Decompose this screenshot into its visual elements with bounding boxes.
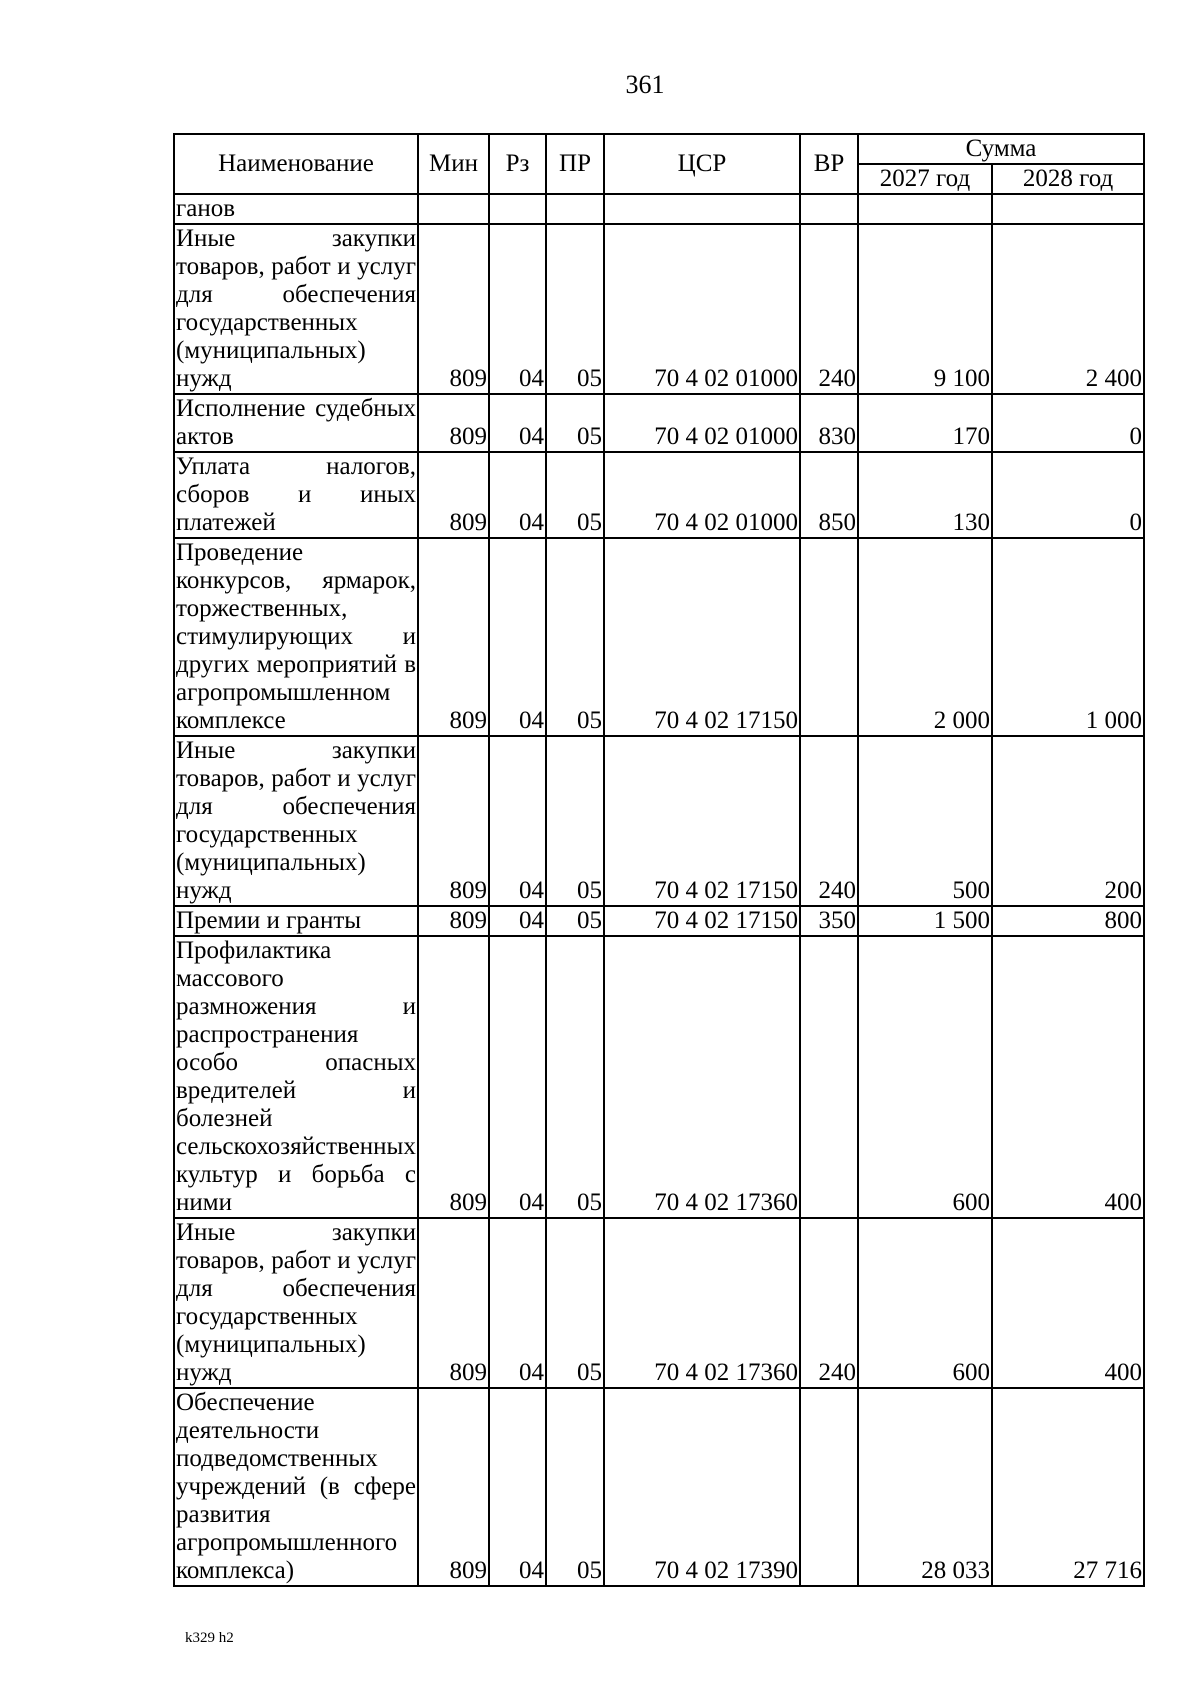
cell-vr: 240 (800, 736, 858, 906)
table-row (174, 224, 1144, 394)
cell-csr: 70 4 02 17360 (604, 936, 800, 1218)
table-row (174, 1388, 1144, 1586)
table-body (174, 194, 1144, 1586)
cell-rz: 04 (489, 936, 546, 1218)
budget-table (173, 133, 1145, 1587)
cell-pr: 05 (546, 394, 604, 452)
header-year-2027: 2027 год (858, 164, 992, 194)
cell-sum-2027: 9 100 (858, 224, 992, 394)
table-row (174, 736, 1144, 906)
cell-pr (546, 194, 604, 224)
cell-min: 809 (418, 538, 489, 736)
cell-sum-2028: 800 (992, 906, 1144, 936)
cell-vr (800, 936, 858, 1218)
cell-pr: 05 (546, 538, 604, 736)
cell-name: Уплата налогов, сборов и иных платежей (176, 453, 416, 536)
cell-sum-2028: 0 (992, 452, 1144, 538)
cell-sum-2027 (858, 194, 992, 224)
cell-rz: 04 (489, 224, 546, 394)
cell-name: Иные закупки товаров, работ и услуг для обеспечения государственных (муниципальных) нужд (176, 1219, 416, 1386)
cell-vr: 240 (800, 224, 858, 394)
cell-csr: 70 4 02 17150 (604, 538, 800, 736)
table-row (174, 394, 1144, 452)
cell-vr: 830 (800, 394, 858, 452)
cell-name: Проведение конкурсов, ярмарок, торжественных, стимулирующих и других мероприятий в агропромышленном комплексе (176, 539, 416, 734)
table-row (174, 538, 1144, 736)
header-row (174, 134, 1144, 164)
table-row (174, 452, 1144, 538)
header-year-2028: 2028 год (992, 164, 1144, 194)
table-row (174, 1218, 1144, 1388)
header-vr: ВР (800, 134, 858, 194)
cell-name: Исполнение судебных актов (176, 395, 416, 450)
cell-min: 809 (418, 906, 489, 936)
cell-pr: 05 (546, 224, 604, 394)
cell-sum-2028: 400 (992, 1218, 1144, 1388)
cell-min: 809 (418, 936, 489, 1218)
cell-sum-2027: 600 (858, 936, 992, 1218)
cell-min: 809 (418, 1388, 489, 1586)
cell-pr: 05 (546, 936, 604, 1218)
cell-rz: 04 (489, 906, 546, 936)
cell-rz: 04 (489, 1388, 546, 1586)
cell-name: Премии и гранты (174, 906, 418, 936)
header-name: Наименование (174, 134, 418, 194)
cell-sum-2027: 2 000 (858, 538, 992, 736)
cell-csr: 70 4 02 17150 (604, 906, 800, 936)
cell-rz: 04 (489, 538, 546, 736)
cell-rz (489, 194, 546, 224)
cell-vr: 350 (800, 906, 858, 936)
table-row (174, 194, 1144, 224)
header-csr: ЦСР (604, 134, 800, 194)
header-min: Мин (418, 134, 489, 194)
cell-min: 809 (418, 1218, 489, 1388)
cell-name: Иные закупки товаров, работ и услуг для обеспечения государственных (муниципальных) нужд (176, 737, 416, 904)
cell-sum-2028: 2 400 (992, 224, 1144, 394)
cell-min: 809 (418, 736, 489, 906)
cell-rz: 04 (489, 736, 546, 906)
cell-min: 809 (418, 394, 489, 452)
cell-rz: 04 (489, 1218, 546, 1388)
cell-csr: 70 4 02 01000 (604, 224, 800, 394)
cell-pr: 05 (546, 1388, 604, 1586)
cell-sum-2028: 400 (992, 936, 1144, 1218)
cell-name: Профилактика массового размножения и распространения особо опасных вредителей и болезней сельскохозяйственных культур и борьба с ними (176, 937, 416, 1216)
cell-pr: 05 (546, 452, 604, 538)
cell-rz: 04 (489, 452, 546, 538)
cell-min: 809 (418, 452, 489, 538)
cell-csr (604, 194, 800, 224)
table-row (174, 936, 1144, 1218)
cell-sum-2027: 1 500 (858, 906, 992, 936)
cell-sum-2027: 28 033 (858, 1388, 992, 1586)
cell-csr: 70 4 02 17150 (604, 736, 800, 906)
footer-code: k329 h2 (185, 1630, 234, 1646)
cell-vr: 850 (800, 452, 858, 538)
cell-vr (800, 1388, 858, 1586)
cell-pr: 05 (546, 906, 604, 936)
cell-csr: 70 4 02 01000 (604, 452, 800, 538)
cell-pr: 05 (546, 736, 604, 906)
cell-min (418, 194, 489, 224)
cell-sum-2028: 0 (992, 394, 1144, 452)
cell-sum-2028: 27 716 (992, 1388, 1144, 1586)
cell-csr: 70 4 02 17360 (604, 1218, 800, 1388)
cell-csr: 70 4 02 01000 (604, 394, 800, 452)
cell-sum-2027: 170 (858, 394, 992, 452)
cell-min: 809 (418, 224, 489, 394)
header-sum: Сумма (858, 134, 1144, 164)
header-pr: ПР (546, 134, 604, 194)
cell-csr: 70 4 02 17390 (604, 1388, 800, 1586)
cell-name: ганов (174, 194, 418, 224)
cell-vr (800, 194, 858, 224)
cell-name: Иные закупки товаров, работ и услуг для обеспечения государственных (муниципальных) нужд (176, 225, 416, 392)
cell-rz: 04 (489, 394, 546, 452)
page-number: 361 (625, 70, 665, 99)
cell-sum-2028: 1 000 (992, 538, 1144, 736)
cell-sum-2028: 200 (992, 736, 1144, 906)
cell-pr: 05 (546, 1218, 604, 1388)
cell-name: Обеспечение деятельности подведомственных учреждений (в сфере развития агропромышленного комплекса) (176, 1389, 416, 1584)
cell-sum-2028 (992, 194, 1144, 224)
header-rz: Рз (489, 134, 546, 194)
cell-sum-2027: 130 (858, 452, 992, 538)
table-row (174, 906, 1144, 936)
cell-sum-2027: 500 (858, 736, 992, 906)
cell-sum-2027: 600 (858, 1218, 992, 1388)
cell-vr (800, 538, 858, 736)
cell-vr: 240 (800, 1218, 858, 1388)
